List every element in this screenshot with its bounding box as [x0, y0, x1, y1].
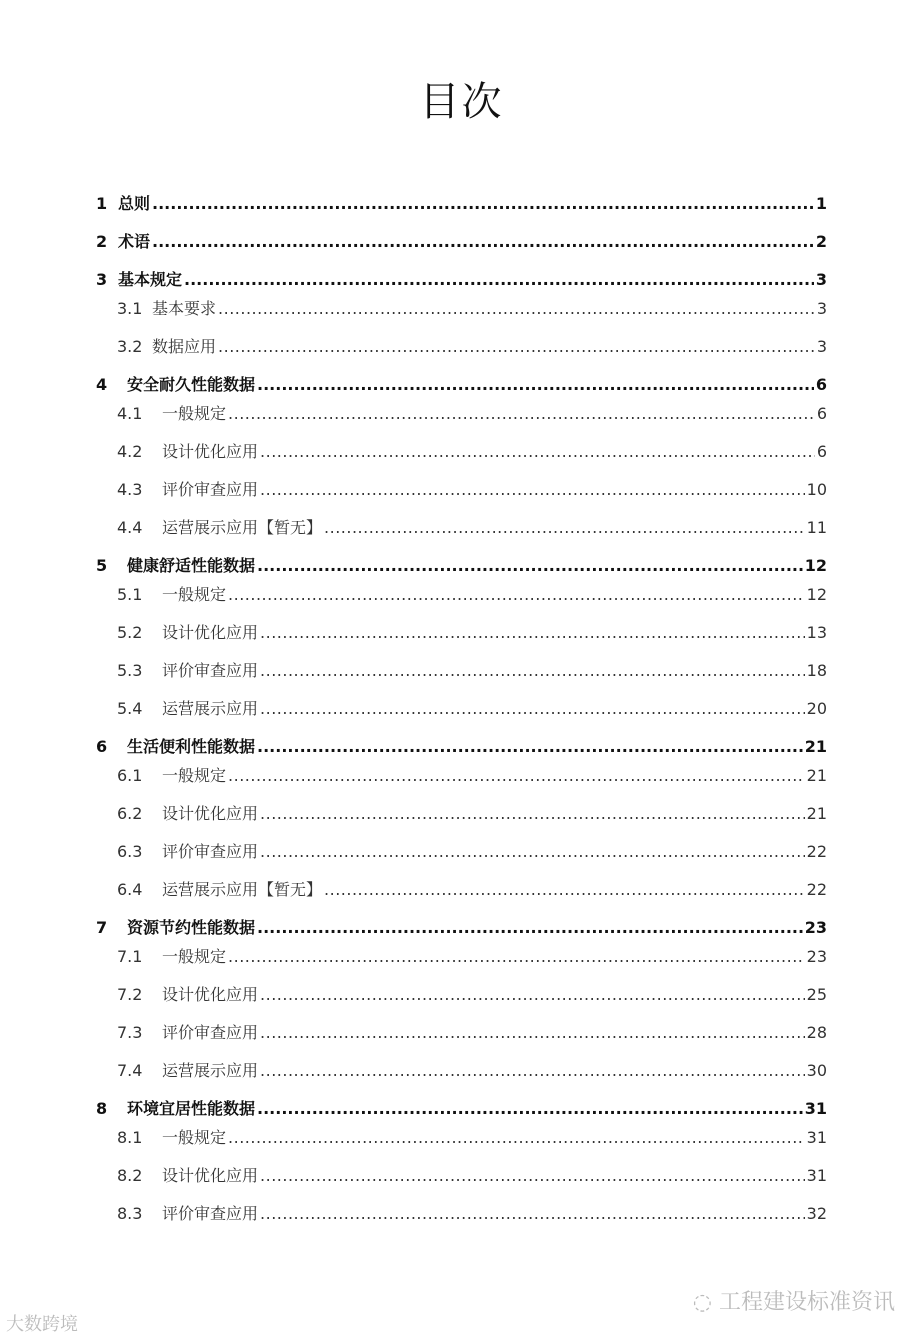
entry-label: 安全耐久性能数据	[127, 375, 256, 394]
dot-leader	[257, 372, 814, 398]
dot-leader	[260, 982, 805, 1008]
dot-leader	[260, 1163, 805, 1189]
entry-page-number: 31	[804, 1099, 827, 1118]
entry-label: 运营展示应用	[162, 1061, 259, 1080]
toc-section-entry[interactable]	[96, 801, 827, 839]
dot-leader	[260, 439, 815, 465]
entry-number: 3	[96, 270, 108, 289]
entry-number: 7.4	[117, 1061, 143, 1080]
dot-leader	[260, 658, 805, 684]
entry-number: 6.3	[117, 842, 143, 861]
entry-label: 设计优化应用	[162, 1166, 259, 1185]
dot-leader	[257, 1096, 803, 1122]
entry-label: 评价审查应用	[162, 842, 259, 861]
entry-number: 4.3	[117, 480, 143, 499]
entry-label: 评价审查应用	[162, 480, 259, 499]
toc-section-entry[interactable]	[96, 1125, 827, 1163]
entry-page-number: 25	[806, 985, 827, 1004]
entry-page-number: 13	[806, 623, 827, 642]
toc-chapter-entry[interactable]	[96, 229, 827, 267]
toc-section-entry[interactable]	[96, 477, 827, 515]
entry-number: 5.1	[117, 585, 143, 604]
dot-leader	[184, 267, 814, 293]
dot-leader	[260, 1201, 805, 1227]
toc-section-entry[interactable]	[96, 1020, 827, 1058]
entry-number: 7.3	[117, 1023, 143, 1042]
entry-label: 基本要求	[152, 299, 217, 318]
toc-section-entry[interactable]	[96, 1201, 827, 1239]
dot-leader	[324, 515, 805, 541]
entry-number: 7.1	[117, 947, 143, 966]
entry-label: 数据应用	[152, 337, 217, 356]
toc-section-entry[interactable]	[96, 401, 827, 439]
dot-leader	[152, 191, 814, 217]
toc-section-entry[interactable]	[96, 658, 827, 696]
dot-leader	[260, 620, 805, 646]
entry-number: 5	[96, 556, 108, 575]
dot-leader	[228, 944, 805, 970]
entry-page-number: 1	[815, 194, 827, 213]
entry-label: 基本规定	[118, 270, 183, 289]
entry-page-number: 11	[806, 518, 827, 537]
entry-number: 6	[96, 737, 108, 756]
dot-leader	[257, 915, 803, 941]
toc-section-entry[interactable]	[96, 1058, 827, 1096]
toc-section-entry[interactable]	[96, 439, 827, 477]
entry-label: 总则	[118, 194, 151, 213]
entry-page-number: 2	[815, 232, 827, 251]
entry-page-number: 18	[806, 661, 827, 680]
dot-leader	[260, 1020, 805, 1046]
entry-page-number: 23	[804, 918, 827, 937]
entry-number: 5.4	[117, 699, 143, 718]
entry-label: 环境宜居性能数据	[127, 1099, 256, 1118]
entry-label: 设计优化应用	[162, 442, 259, 461]
entry-label: 设计优化应用	[162, 623, 259, 642]
dot-leader	[218, 334, 815, 360]
toc-section-entry[interactable]	[96, 1163, 827, 1201]
entry-number: 1	[96, 194, 108, 213]
entry-page-number: 23	[806, 947, 827, 966]
page-title: 目次	[419, 79, 504, 125]
toc-section-entry[interactable]	[96, 582, 827, 620]
entry-label: 设计优化应用	[162, 804, 259, 823]
entry-page-number: 22	[806, 880, 827, 899]
toc-section-entry[interactable]	[96, 763, 827, 801]
entry-page-number: 22	[806, 842, 827, 861]
entry-number: 2	[96, 232, 108, 251]
entry-page-number: 21	[804, 737, 827, 756]
entry-label: 运营展示应用	[162, 699, 259, 718]
entry-label: 评价审查应用	[162, 1023, 259, 1042]
entry-number: 7.2	[117, 985, 143, 1004]
entry-label: 评价审查应用	[162, 661, 259, 680]
wechat-watermark-text: 工程建设标准资讯	[718, 1290, 895, 1315]
entry-page-number: 20	[806, 699, 827, 718]
dot-leader	[152, 229, 814, 255]
entry-page-number: 12	[804, 556, 827, 575]
dot-leader	[260, 839, 805, 865]
entry-number: 8	[96, 1099, 108, 1118]
toc-chapter-entry[interactable]	[96, 191, 827, 229]
entry-page-number: 6	[815, 375, 827, 394]
entry-label: 健康舒适性能数据	[127, 556, 256, 575]
dot-leader	[257, 553, 803, 579]
toc-section-entry[interactable]	[96, 296, 827, 334]
entry-page-number: 31	[806, 1128, 827, 1147]
entry-page-number: 30	[806, 1061, 827, 1080]
entry-label: 资源节约性能数据	[127, 918, 256, 937]
toc-section-entry[interactable]	[96, 696, 827, 734]
dot-leader	[260, 801, 805, 827]
toc-section-entry[interactable]	[96, 944, 827, 982]
entry-label: 运营展示应用【暂无】	[162, 518, 323, 537]
entry-page-number: 3	[816, 299, 827, 318]
entry-page-number: 21	[806, 804, 827, 823]
entry-number: 8.1	[117, 1128, 143, 1147]
entry-page-number: 6	[816, 404, 827, 423]
entry-label: 一般规定	[162, 404, 227, 423]
dot-leader	[218, 296, 815, 322]
entry-number: 6.1	[117, 766, 143, 785]
wechat-watermark: ◌ 工程建设标准资讯	[692, 1290, 895, 1315]
brand-watermark	[6, 1310, 78, 1336]
entry-number: 4.1	[117, 404, 143, 423]
entry-number: 8.3	[117, 1204, 143, 1223]
entry-label: 设计优化应用	[162, 985, 259, 1004]
table-of-contents	[96, 191, 827, 1239]
entry-number: 5.2	[117, 623, 143, 642]
entry-number: 4.2	[117, 442, 143, 461]
toc-section-entry[interactable]	[96, 877, 827, 915]
entry-number: 7	[96, 918, 108, 937]
entry-number: 4	[96, 375, 108, 394]
dot-leader	[257, 734, 803, 760]
entry-number: 3.1	[117, 299, 143, 318]
dot-leader	[228, 582, 805, 608]
dot-leader	[260, 696, 805, 722]
entry-label: 生活便利性能数据	[127, 737, 256, 756]
entry-page-number: 12	[806, 585, 827, 604]
entry-number: 6.2	[117, 804, 143, 823]
entry-page-number: 28	[806, 1023, 827, 1042]
entry-number: 5.3	[117, 661, 143, 680]
entry-number: 8.2	[117, 1166, 143, 1185]
entry-page-number: 10	[806, 480, 827, 499]
entry-page-number: 31	[806, 1166, 827, 1185]
entry-label: 一般规定	[162, 766, 227, 785]
toc-section-entry[interactable]	[96, 982, 827, 1020]
dot-leader	[324, 877, 805, 903]
entry-page-number: 32	[806, 1204, 827, 1223]
entry-label: 一般规定	[162, 947, 227, 966]
entry-number: 6.4	[117, 880, 143, 899]
entry-label: 一般规定	[162, 1128, 227, 1147]
dot-leader	[228, 1125, 805, 1151]
toc-section-entry[interactable]	[96, 839, 827, 877]
dot-leader	[228, 763, 805, 789]
entry-label: 运营展示应用【暂无】	[162, 880, 323, 899]
toc-section-entry[interactable]	[96, 620, 827, 658]
brand-watermark-text: 大数跨境	[6, 1314, 78, 1335]
dot-leader	[260, 477, 805, 503]
entry-page-number: 21	[806, 766, 827, 785]
entry-page-number: 3	[815, 270, 827, 289]
entry-number: 4.4	[117, 518, 143, 537]
entry-label: 评价审查应用	[162, 1204, 259, 1223]
entry-label: 术语	[118, 232, 151, 251]
entry-page-number: 3	[816, 337, 827, 356]
entry-page-number: 6	[816, 442, 827, 461]
dot-leader	[260, 1058, 805, 1084]
toc-section-entry[interactable]	[96, 334, 827, 372]
dot-leader	[228, 401, 815, 427]
entry-number: 3.2	[117, 337, 143, 356]
entry-label: 一般规定	[162, 585, 227, 604]
toc-section-entry[interactable]	[96, 515, 827, 553]
